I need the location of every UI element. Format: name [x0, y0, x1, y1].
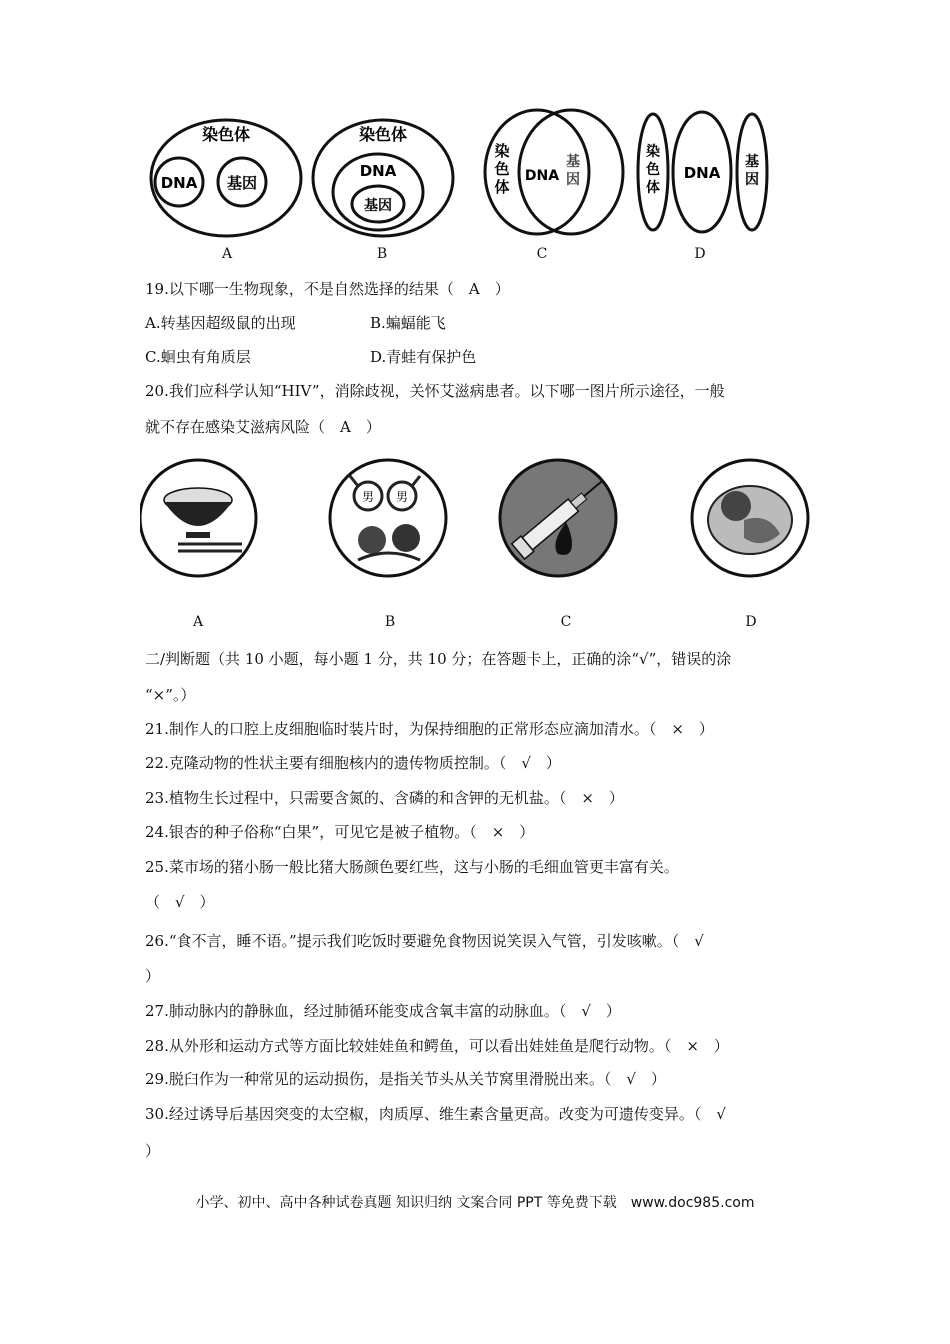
question-22: 22.克隆动物的性状主要有细胞核内的遗传物质控制。（ √ ）	[145, 754, 561, 772]
diagram-b-gene-label: 基因	[364, 198, 392, 214]
question-27: 27.肺动脉内的静脉血，经过肺循环能变成含氧丰富的动脉血。（ √ ）	[145, 1002, 621, 1020]
diagram-d-left-3: 体	[646, 180, 660, 196]
q20-stem-line2: 就不存在感染艾滋病风险（ A ）	[145, 418, 381, 436]
diagram-c-left-2: 色	[494, 160, 510, 178]
diagram-caption-a: A	[221, 246, 233, 262]
section2-heading-line1: 二/判断题（共 10 小题，每小题 1 分，共 10 分；在答题卡上，正确的涂“√”，错误的涂	[145, 650, 732, 668]
diagram-caption-b: B	[376, 246, 388, 262]
diagram-b-outer-label: 染色体	[358, 125, 408, 144]
question-26-line1: 26.“食不言，睡不语。”提示我们吃饭时要避免食物因说笑误入气管，引发咳嗽。（ √	[145, 932, 704, 950]
hiv-route-pictures	[140, 450, 810, 590]
b-label-1: 男	[361, 490, 375, 504]
diagram-a-dna-label: DNA	[160, 174, 198, 192]
diagram-a	[151, 120, 301, 236]
diagram-d-center: DNA	[683, 164, 721, 182]
q20-caption-d: D	[745, 614, 757, 630]
male-couple-icon	[330, 460, 446, 576]
diagram-d-right-1: 基	[745, 154, 759, 170]
question-25-line2: （ √ ）	[145, 893, 215, 911]
q20-caption-c: C	[560, 614, 572, 630]
q19-option-a: A.转基因超级鼠的出现	[145, 314, 296, 332]
question-28: 28.从外形和运动方式等方面比较娃娃鱼和鳄鱼，可以看出娃娃鱼是爬行动物。（ × ）	[145, 1037, 729, 1055]
question-30-line1: 30.经过诱导后基因突变的太空椒，肉质厚、维生素含量更高。改变为可遗传变异。（ √	[145, 1105, 726, 1123]
diagram-c-center: DNA	[524, 168, 560, 184]
fetus-icon	[692, 460, 808, 576]
diagram-caption-d: D	[694, 246, 706, 262]
diagram-d-right-2: 因	[745, 172, 759, 188]
q20-caption-b: B	[384, 614, 396, 630]
diagram-c-left-1: 染	[494, 142, 510, 160]
question-25-line1: 25.菜市场的猪小肠一般比猪大肠颜色要红些，这与小肠的毛细血管更丰富有关。	[145, 858, 679, 876]
q19-option-c: C.蛔虫有角质层	[145, 348, 251, 366]
question-30-line2: ）	[145, 1142, 161, 1160]
q19-stem: 19.以下哪一生物现象，不是自然选择的结果（ A ）	[145, 280, 510, 298]
question-29: 29.脱臼作为一种常见的运动损伤，是指关节头从关节窝里滑脱出来。（ √ ）	[145, 1070, 666, 1088]
section2-heading-line2: “×”。）	[145, 686, 196, 704]
rice-bowl-icon	[140, 460, 256, 576]
diagram-c	[485, 110, 623, 234]
b-label-2: 男	[395, 490, 409, 504]
diagram-d	[638, 112, 767, 232]
diagram-d-left-1: 染	[646, 144, 660, 160]
syringe-icon	[500, 460, 616, 576]
diagram-d-left-2: 色	[646, 162, 660, 178]
diagram-a-outer-label: 染色体	[201, 125, 251, 144]
diagram-c-right-2: 因	[566, 172, 580, 188]
question-26-line2: ）	[145, 967, 161, 985]
q19-option-b: B.蝙蝠能飞	[370, 314, 446, 332]
q19-option-d: D.青蛙有保护色	[370, 348, 477, 366]
diagram-c-left-3: 体	[494, 178, 510, 196]
diagram-b	[313, 120, 453, 236]
diagram-caption-c: C	[536, 246, 548, 262]
q20-stem-line1: 20.我们应科学认知“HIV”，消除歧视，关怀艾滋病患者。以下哪一图片所示途径，一般	[145, 382, 725, 400]
diagram-b-dna-label: DNA	[359, 162, 397, 180]
chromosome-dna-gene-diagrams	[140, 100, 790, 240]
question-23: 23.植物生长过程中，只需要含氮的、含磷的和含钾的无机盐。（ × ）	[145, 789, 624, 807]
page-footer: 小学、初中、高中各种试卷真题 知识归纳 文案合同 PPT 等免费下载 www.doc985.com	[195, 1195, 755, 1211]
diagram-a-gene-label: 基因	[226, 174, 258, 192]
diagram-c-right-1: 基	[566, 154, 580, 170]
q20-caption-a: A	[192, 614, 204, 630]
question-21: 21.制作人的口腔上皮细胞临时装片时，为保持细胞的正常形态应滴加清水。（ × ）	[145, 720, 714, 738]
question-24: 24.银杏的种子俗称“白果”，可见它是被子植物。（ × ）	[145, 823, 535, 841]
